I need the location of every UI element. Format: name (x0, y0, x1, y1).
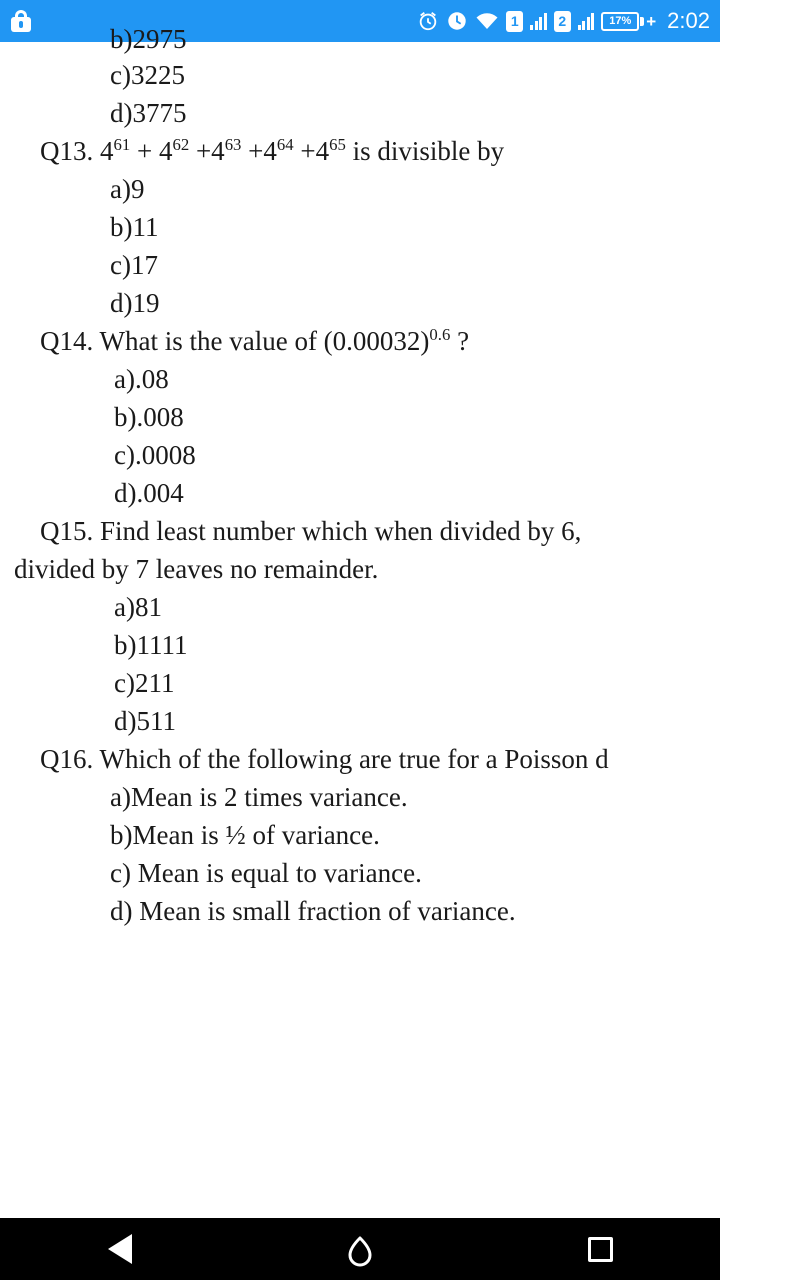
q15-line-1: Q15. Find least number which when divided by 6, (40, 516, 582, 546)
q13-exp5: 65 (329, 135, 346, 154)
clipped-option-label: b)2975 (110, 24, 187, 54)
question-16-text: Q16. Which of the following are true for a Poisson d (40, 744, 609, 774)
q15-line-2: divided by 7 leaves no remainder. (14, 554, 379, 584)
q13-tail: is divisible by (352, 136, 505, 166)
sim2-badge: 2 (554, 11, 571, 32)
option-item: d) Mean is small fraction of variance. (110, 896, 516, 926)
option-item: d).004 (114, 478, 184, 508)
back-triangle-icon (108, 1234, 132, 1264)
option-item: c).0008 (114, 440, 196, 470)
option-item: b)11 (110, 212, 159, 242)
question-15-text (14, 512, 706, 588)
option-item: b)1111 (114, 630, 188, 660)
option-item: a)Mean is 2 times variance. (110, 782, 408, 812)
q13-exp4: 64 (276, 135, 294, 154)
option-item: c)3225 (110, 60, 185, 90)
option-item: d)3775 (110, 98, 187, 128)
q13-exp2: 62 (172, 135, 190, 154)
q13-label: Q13. (40, 136, 94, 166)
clipped-option-line (14, 24, 706, 56)
option-item: c) Mean is equal to variance. (110, 858, 422, 888)
navigation-bar (0, 1218, 720, 1280)
back-button[interactable] (60, 1218, 180, 1280)
q14-label: Q14. What is the value of (0.00032) (40, 326, 430, 356)
battery-percent-label: 17% (601, 12, 639, 31)
option-item: a).08 (114, 364, 169, 394)
home-button[interactable] (300, 1218, 420, 1280)
option-item: a)81 (114, 592, 162, 622)
question-13-text (14, 132, 706, 170)
q13-plus3: +4 (248, 136, 277, 166)
q14-tail: ? (457, 326, 470, 356)
option-item: b).008 (114, 402, 184, 432)
q13-plus4: +4 (300, 136, 330, 166)
q13-plus2: +4 (195, 136, 225, 166)
sim1-badge: 1 (506, 11, 523, 32)
q13-base: 4 (100, 136, 114, 166)
battery-icon: 17% + (601, 12, 656, 31)
option-item: b)Mean is ½ of variance. (110, 820, 380, 850)
option-item: c)211 (114, 668, 175, 698)
document-content (0, 24, 720, 930)
option-item: d)19 (110, 288, 160, 318)
option-item: c)17 (110, 250, 158, 280)
question-14-text (14, 322, 706, 360)
option-item: a)9 (110, 174, 145, 204)
q14-exp: 0.6 (429, 325, 451, 344)
option-item: d)511 (114, 706, 176, 736)
q13-exp3: 63 (224, 135, 242, 154)
q13-exp1: 61 (113, 135, 131, 154)
status-bar-time: 2:02 (667, 8, 710, 33)
recents-square-icon (588, 1237, 613, 1262)
document-page[interactable] (0, 24, 720, 1218)
q13-plus1: + 4 (136, 136, 173, 166)
home-circle-icon (345, 1234, 375, 1264)
recents-button[interactable] (540, 1218, 660, 1280)
